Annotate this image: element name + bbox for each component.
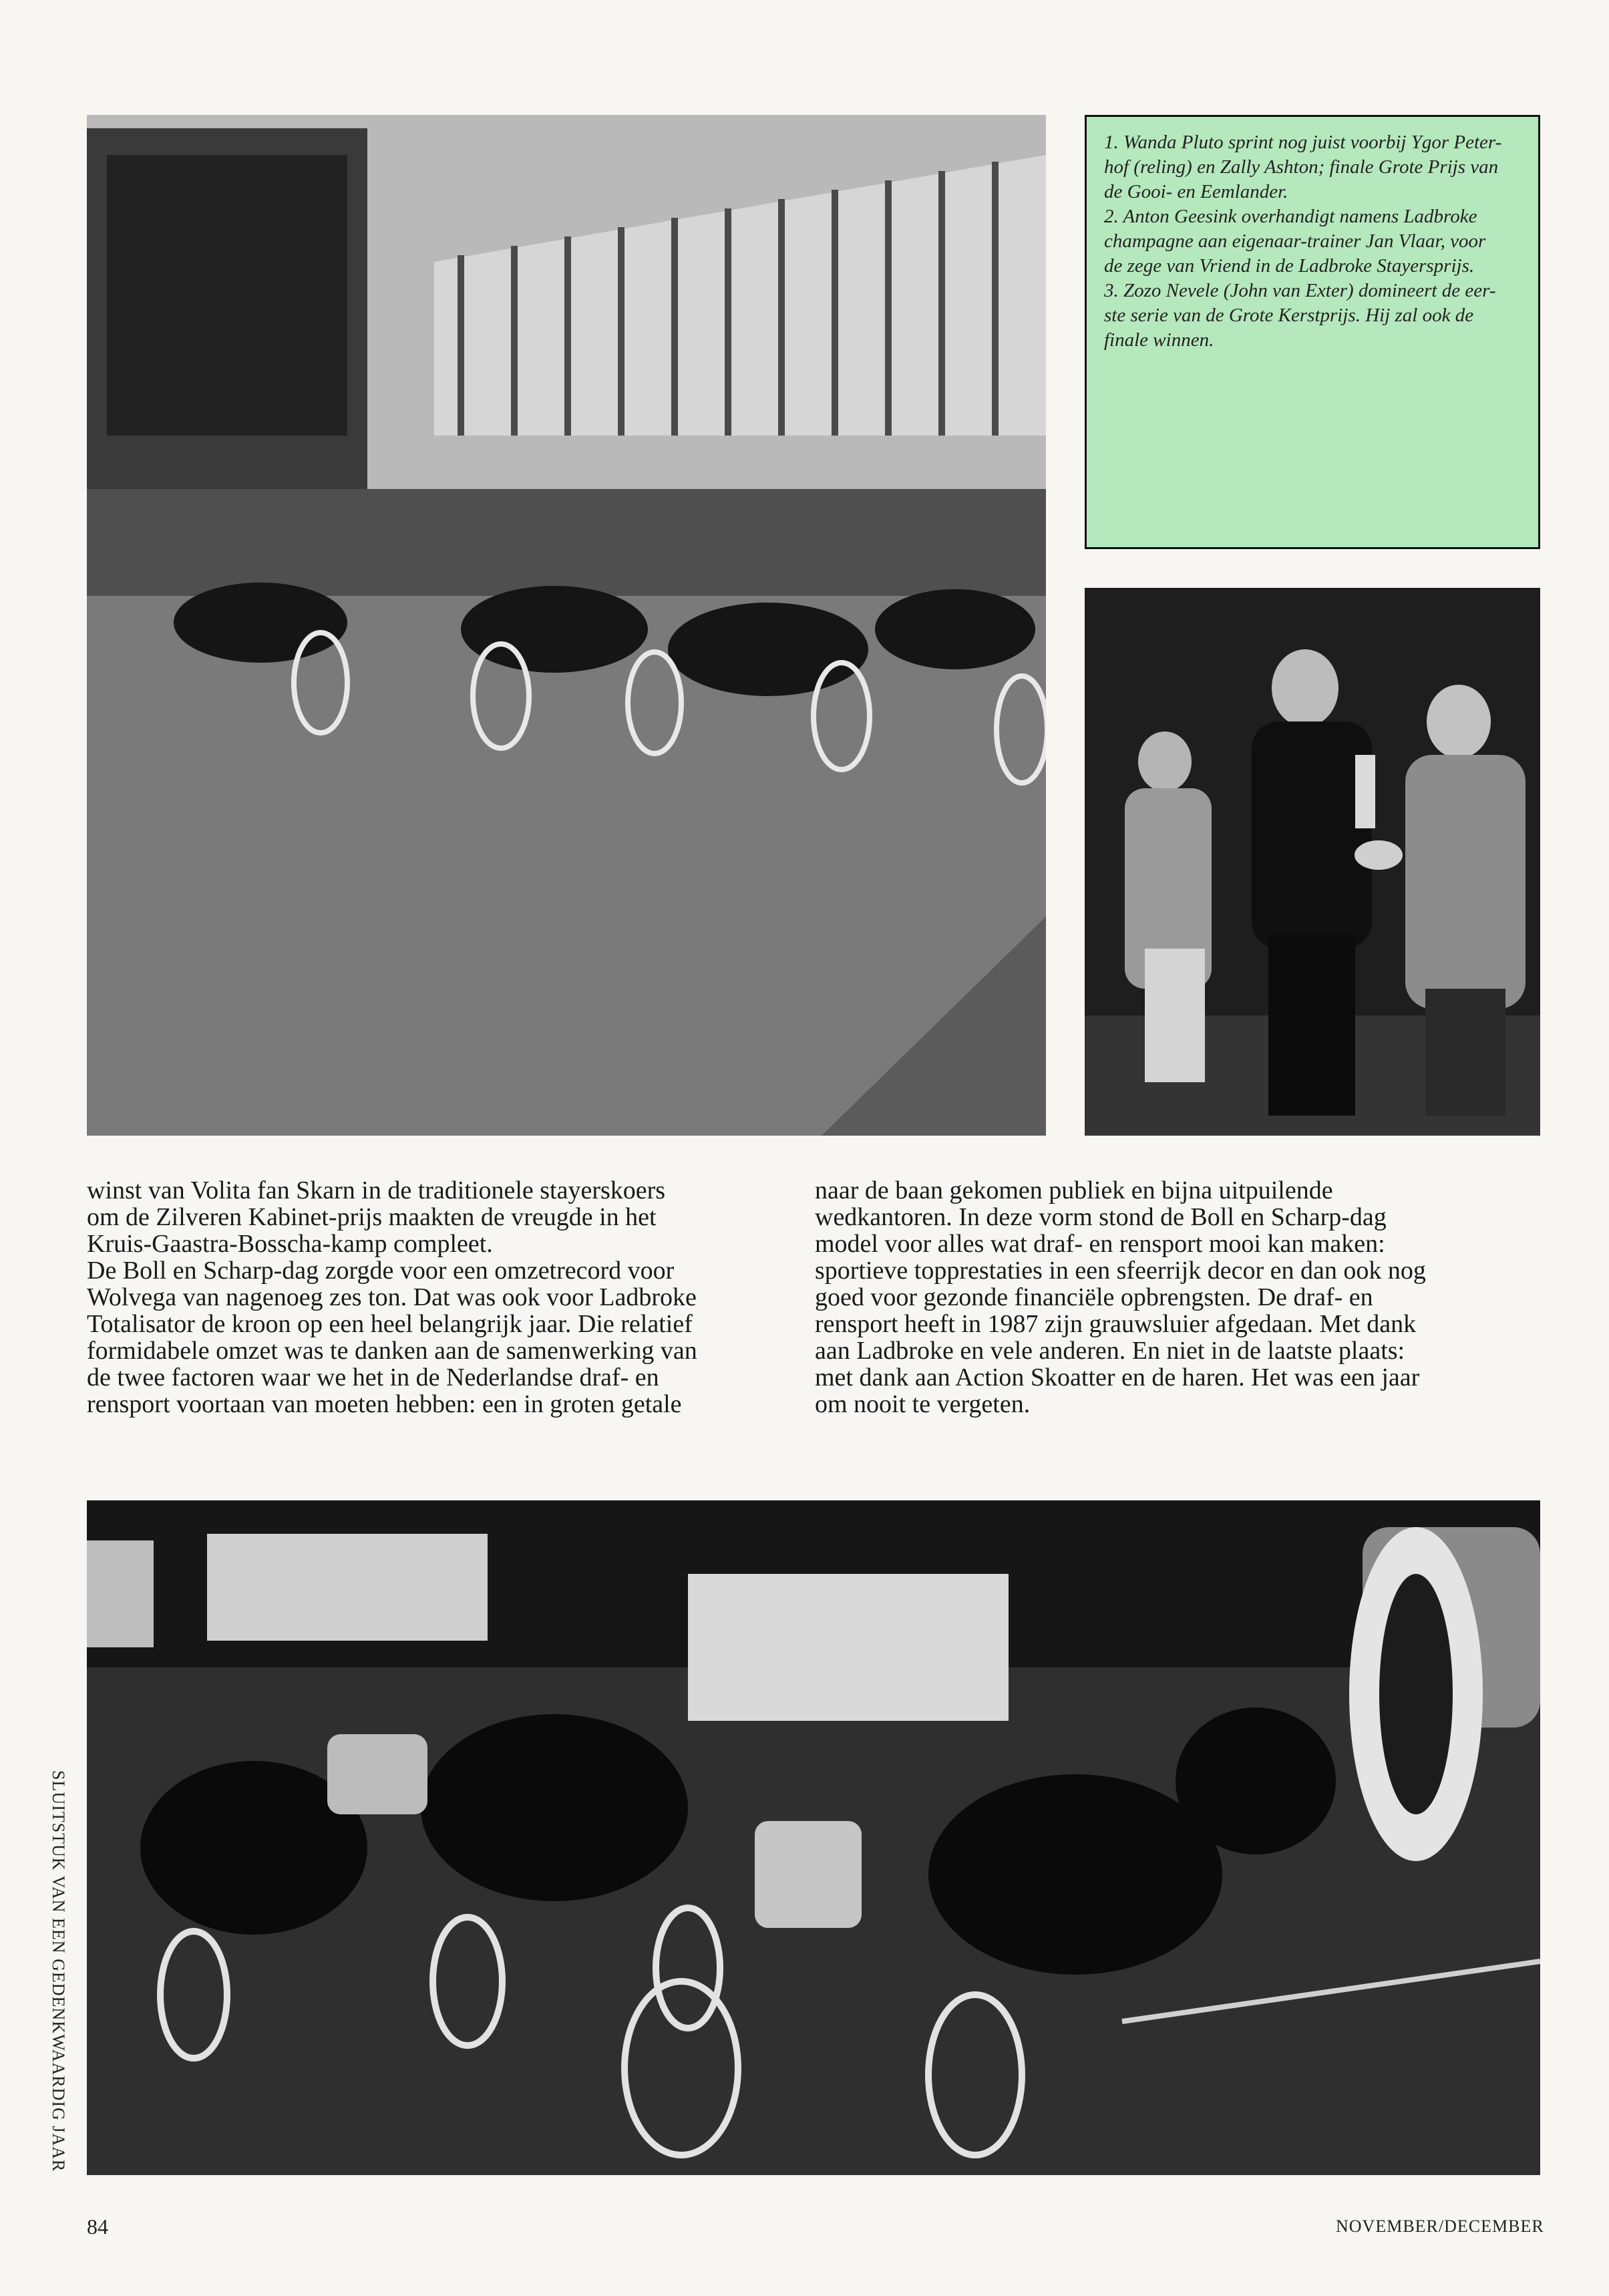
caption-line: hof (reling) en Zally Ashton; finale Grote Prijs van bbox=[1104, 156, 1499, 178]
text-line: met dank aan Action Skoatter en de haren. Het was een jaar bbox=[815, 1363, 1420, 1391]
text-line: Totalisator de kroon op een heel belangrijk jaar. Die relatief bbox=[87, 1310, 693, 1338]
text-line: de twee factoren waar we het in de Nederlandse draf- en bbox=[87, 1363, 659, 1391]
side-title: SLUITSTUK VAN EEN GEDENKWAARDIG JAAR bbox=[49, 1770, 68, 2172]
photo-night-race bbox=[87, 1500, 1540, 2175]
text-line: wedkantoren. In deze vorm stond de Boll en Scharp-dag bbox=[815, 1203, 1387, 1231]
text-line: winst van Volita fan Skarn in de traditionele stayerskoers bbox=[87, 1176, 666, 1204]
page-number: 84 bbox=[87, 2215, 108, 2239]
text-line: sportieve topprestaties in een sfeerrijk decor en dan ook nog bbox=[815, 1257, 1426, 1285]
photo-race-finish bbox=[87, 115, 1046, 1136]
text-line: rensport heeft in 1987 zijn grauwsluier afgedaan. Met dank bbox=[815, 1310, 1417, 1338]
text-line: rensport voortaan van moeten hebben: een in groten getale bbox=[87, 1390, 682, 1418]
caption-line: 2. Anton Geesink overhandigt namens Ladbroke bbox=[1104, 206, 1477, 227]
issue-label: NOVEMBER/DECEMBER bbox=[1336, 2217, 1544, 2236]
caption-box bbox=[1085, 115, 1540, 549]
text-line: om nooit te vergeten. bbox=[815, 1390, 1031, 1418]
text-line: aan Ladbroke en vele anderen. En niet in de laatste plaats: bbox=[815, 1337, 1405, 1365]
photo-champagne-handover bbox=[1085, 588, 1540, 1136]
text-line: Wolvega van nagenoeg zes ton. Dat was ook voor Ladbroke bbox=[87, 1283, 697, 1311]
caption-line: de zege van Vriend in de Ladbroke Stayersprijs. bbox=[1104, 255, 1475, 277]
text-line: om de Zilveren Kabinet-prijs maakten de vreugde in het bbox=[87, 1203, 657, 1231]
caption-line: de Gooi- en Eemlander. bbox=[1104, 181, 1288, 202]
caption-line: champagne aan eigenaar-trainer Jan Vlaar, voor bbox=[1104, 230, 1486, 252]
text-line: naar de baan gekomen publiek en bijna uitpuilende bbox=[815, 1176, 1333, 1204]
text-line: formidabele omzet was te danken aan de samenwerking van bbox=[87, 1337, 697, 1365]
text-line: goed voor gezonde financiële opbrengsten. De draf- en bbox=[815, 1283, 1373, 1311]
article-column-right bbox=[815, 1177, 1516, 1418]
caption-line: finale winnen. bbox=[1104, 329, 1214, 351]
text-line: De Boll en Scharp-dag zorgde voor een omzetrecord voor bbox=[87, 1257, 675, 1285]
caption-line: ste serie van de Grote Kerstprijs. Hij zal ook de bbox=[1104, 305, 1474, 326]
text-line: model voor alles wat draf- en rensport mooi kan maken: bbox=[815, 1230, 1385, 1258]
article-column-left bbox=[87, 1177, 788, 1418]
caption-line: 3. Zozo Nevele (John van Exter) domineert de eer- bbox=[1104, 280, 1496, 301]
caption-line: 1. Wanda Pluto sprint nog juist voorbij Ygor Peter- bbox=[1104, 132, 1502, 153]
text-line: Kruis-Gaastra-Bosscha-kamp compleet. bbox=[87, 1230, 493, 1258]
